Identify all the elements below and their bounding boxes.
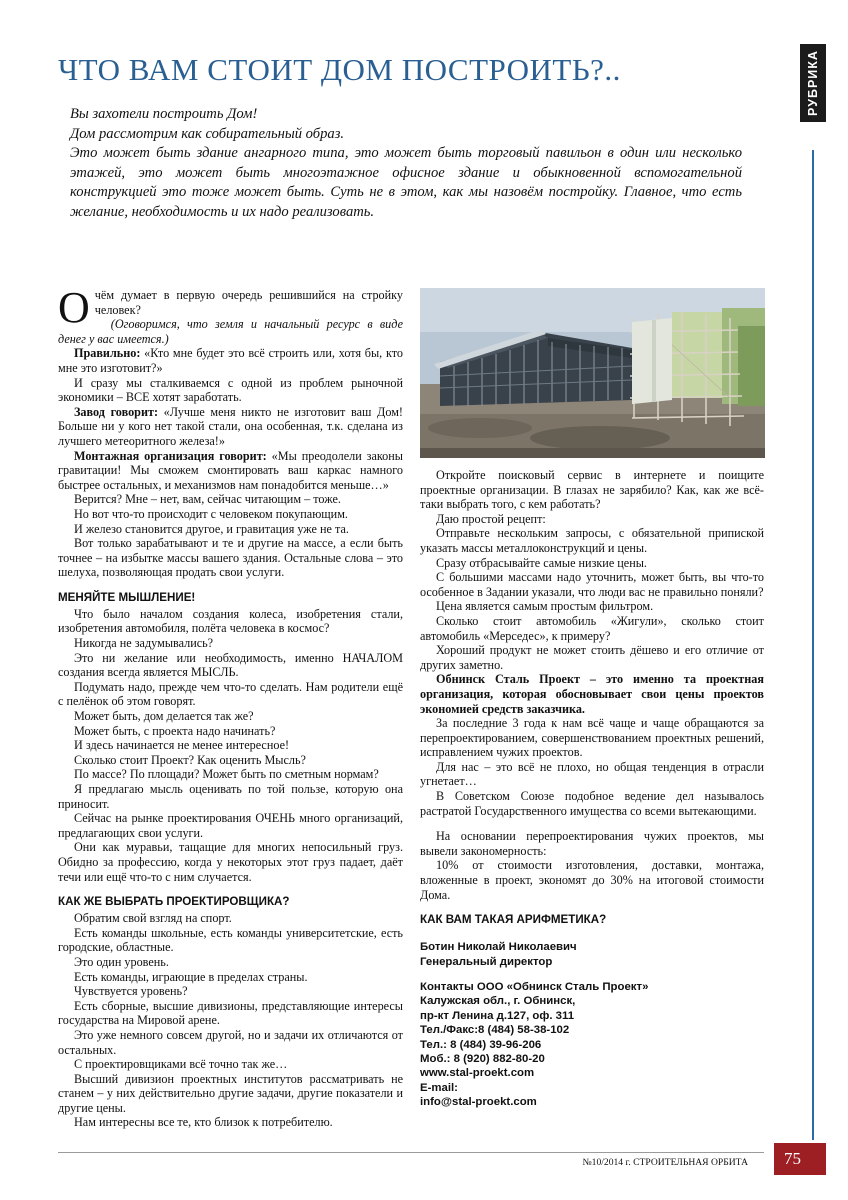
paragraph: Но вот что-то происходит с человеком покупающим. (74, 506, 348, 521)
spacer (420, 969, 764, 980)
paragraph: На основании перепроектирования чужих проектов, мы вывели закономерность: (420, 829, 764, 858)
paragraph: Сколько стоит Проект? Как оценить Мысль? (74, 752, 306, 767)
paragraph: Это один уровень. (74, 954, 169, 969)
spacer (420, 818, 764, 829)
paragraph: Это уже немного совсем другой, но и задачи их отличаются от остальных. (58, 1027, 403, 1057)
paragraph: Что было началом создания колеса, изобретения стали, изобретения автомобиля, полёта человека в космос? (58, 606, 403, 636)
paragraph: Откройте поисковый сервис в интернете и поищите проектные организации. В глазах не зарябило? Как, как же всё-таки выбрать того, с кем работать? (420, 468, 764, 512)
contacts-fax: Тел./Факс:8 (484) 58-38-102 (420, 1024, 570, 1037)
paragraph: Вот только зарабатывают и те и другие на массе, а если быть точнее – на избытке массы вашего здания. Остальные слова – это шелуха, позволяющая продать свои услуги. (58, 536, 403, 580)
article-left-column (58, 283, 403, 1130)
intro-paragraph: Это может быть здание ангарного типа, это может быть торговый павильон в один или несколько этажей, это может быть многоэтажное офисное здание и обыкновенной вспомогательной конструкцией это тоже может быть. Суть не в этом, как мы назовём постройку. Главное, что есть желание, необходимость и их надо реализовать. (70, 145, 742, 220)
paragraph: Это ни желание или необходимость, именно НАЧАЛОМ создания всегда является МЫСЛЬ. (58, 650, 403, 680)
paragraph: Сейчас на рынке проектирования ОЧЕНЬ много организаций, предлагающих свои услуги. (58, 811, 403, 840)
paragraph: Сколько стоит автомобиль «Жигули», сколько стоит автомобиль «Мерседес», к примеру? (420, 613, 764, 643)
footer-issue-text: №10/2014 г. СТРОИТЕЛЬНАЯ ОРБИТА (582, 1157, 748, 1168)
page-title: ЧТО ВАМ СТОИТ ДОМ ПОСТРОИТЬ?.. (58, 52, 621, 87)
paragraph: Обнинск Сталь Проект – это именно та проектная организация, которая обосновывает свои цены проектов экономией средств заказчика. (420, 672, 764, 716)
paragraph: Завод говорит: «Лучше меня никто не изготовит ваш Дом! Больше ни у кого нет такой стали, она особенная, т.к. сделана из лучшего метеоритного железа!» (58, 404, 403, 448)
paragraph: Цена является самым простым фильтром. (436, 599, 654, 614)
drop-cap: О (58, 283, 90, 332)
footer-divider (58, 1152, 764, 1153)
construction-photo (420, 288, 765, 458)
intro-block (70, 105, 742, 222)
paragraph: С большими массами надо уточнить, может быть, вы что-то особенное в Задании указали, что люди вас не правильно поняли? (420, 570, 764, 599)
paragraph: Монтажная организация говорит: «Мы преодолели законы гравитации! Мы сможем смонтировать ваш каркас намного быстрее остальных, и механизмов нам понадобится меньше…» (58, 448, 403, 492)
contacts-address-line-2: пр-кт Ленина д.127, оф. 311 (420, 1009, 575, 1022)
section-heading: МЕНЯЙТЕ МЫШЛЕНИЕ! (58, 590, 196, 604)
paragraph: И железо становится другое, и гравитация уже не та. (74, 521, 349, 536)
paragraph: 10% от стоимости изготовления, доставки, монтажа, вложенные в проект, экономят до 30% на итоговой стоимости Дома. (420, 858, 764, 902)
paragraph: Даю простой рецепт: (436, 511, 546, 526)
paragraph: Для нас – это всё не плохо, но общая тенденция в отрасли угнетает… (420, 759, 764, 789)
contacts-mobile: Моб.: 8 (920) 882-80-20 (420, 1053, 545, 1066)
section-heading: КАК ВАМ ТАКАЯ АРИФМЕТИКА? (420, 913, 607, 927)
paragraph: Нам интересны все те, кто близок к потребителю. (74, 1115, 333, 1130)
paragraph: И сразу мы сталкиваемся с одной из проблем рыночной экономики – ВСЕ хотят заработать. (58, 375, 403, 405)
paragraph: Верится? Мне – нет, вам, сейчас читающим – тоже. (74, 492, 341, 507)
author-name: Ботин Николай Николаевич (420, 941, 577, 954)
paragraph: И здесь начинается не менее интересное! (74, 738, 290, 753)
paragraph: Сразу отбрасывайте самые низкие цены. (436, 555, 647, 570)
spacer (420, 929, 764, 940)
contacts-email-label: E-mail: (420, 1081, 458, 1094)
photo-graphic (420, 288, 765, 458)
intro-line-1: Вы захотели построить Дом! (70, 106, 258, 122)
paragraph: С проектировщиками всё точно так же… (74, 1057, 288, 1072)
author-title: Генеральный директор (420, 955, 553, 968)
paragraph: Есть команды, играющие в пределах страны. (74, 969, 308, 984)
page-number: 75 (784, 1149, 801, 1168)
paragraph: Отправьте нескольким запросы, с обязательной припиской указать массы металлоконструкций и цены. (420, 526, 764, 555)
contacts-address-line-1: Калужская обл., г. Обнинск, (420, 995, 576, 1008)
paragraph: Есть сборные, высшие дивизионы, представляющие интересы государства на Мировой арене. (58, 998, 403, 1028)
contacts-title: Контакты ООО «Обнинск Сталь Проект» (420, 981, 649, 994)
paragraph: Может быть, дом делается так же? (74, 709, 254, 724)
rubric-tab (800, 44, 826, 122)
paragraph: Чувствуется уровень? (74, 984, 188, 999)
page-number-box (774, 1143, 826, 1175)
paragraph: Никогда не задумывались? (74, 636, 214, 651)
paragraph: Обратим свой взгляд на спорт. (74, 911, 232, 926)
rubric-label: РУБРИКА (806, 50, 820, 116)
vertical-rule (812, 150, 814, 1140)
paragraph: Правильно: «Кто мне будет это всё строить или, хотя бы, кто мне это изготовит?» (58, 346, 403, 375)
paragraph: О чём думает в первую очередь решившийся на стройку человек? (58, 283, 403, 332)
paragraph: Есть команды школьные, есть команды университетские, есть городские, областные. (58, 925, 403, 955)
paragraph: Я предлагаю мысль оценивать по той пользе, которую она приносит. (58, 782, 403, 811)
intro-line-2: Дом рассмотрим как собирательный образ. (70, 125, 345, 142)
contacts-website[interactable]: www.stal-proekt.com (420, 1067, 535, 1080)
paragraph: Высший дивизион проектных институтов рассматривать не станем – у них действительно другие задачи, другие показатели и другие цены. (58, 1071, 403, 1115)
paragraph: (Оговоримся, что земля и начальный ресурс в виде денег у вас имеется.) (58, 317, 403, 346)
paragraph: По массе? По площади? Может быть по сметным нормам? (74, 767, 379, 782)
paragraph: Подумать надо, прежде чем что-то сделать. Нам родители ещё с пелёнок об этом говорят. (58, 679, 403, 709)
paragraph: Они как муравьи, тащащие для многих непосильный груз. Обидно за профессию, когда у некоторых этот груз падает, даёт течи или ещё что-то с ним случается. (58, 840, 403, 884)
paragraph: Может быть, с проекта надо начинать? (74, 723, 276, 738)
section-heading: КАК ЖЕ ВЫБРАТЬ ПРОЕКТИРОВЩИКА? (58, 895, 290, 909)
article-right-column (420, 468, 764, 1110)
paragraph: Хороший продукт не может стоить дёшево и его отличие от других заметно. (420, 643, 764, 672)
contacts-email[interactable]: info@stal-proekt.com (420, 1096, 537, 1109)
paragraph: В Советском Союзе подобное ведение дел называлось растратой Государственного имущества со всеми вытекающими. (420, 789, 764, 818)
contacts-phone: Тел.: 8 (484) 39-96-206 (420, 1038, 542, 1051)
paragraph: За последние 3 года к нам всё чаще и чаще обращаются за перепроектированием, совершенствованием проектных решений, исправлением чужих проектов. (420, 716, 764, 760)
